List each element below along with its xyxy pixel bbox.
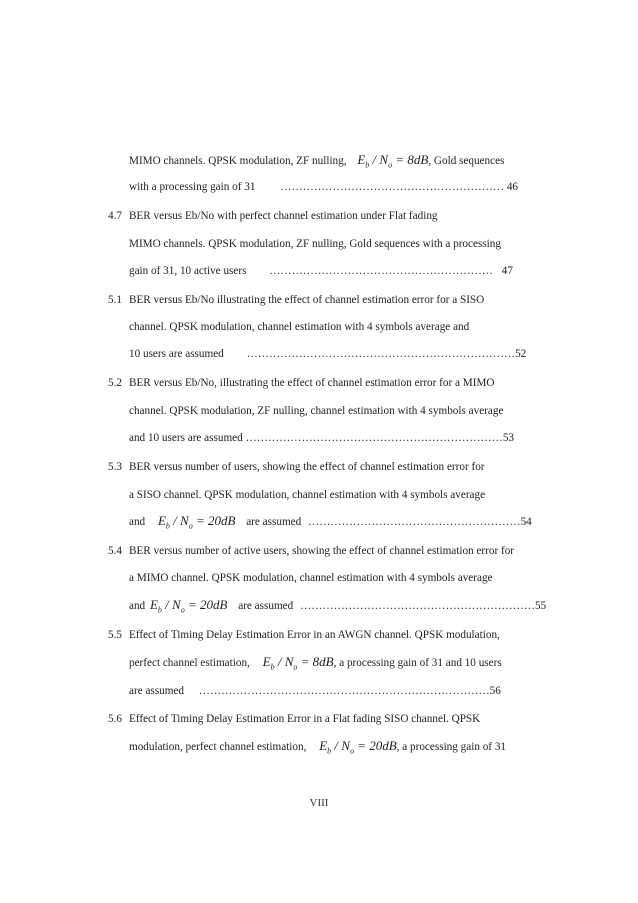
toc-text: with a processing gain of 31 [129,181,256,193]
page-ref: 46 [506,181,518,193]
math-expression: $E_b / N_o = 20dB$ [157,513,236,531]
dot-leader: ……………………………………………………………… [246,348,516,360]
toc-text: Effect of Timing Delay Estimation Error in a Flat fading SISO channel. QPSK [129,713,481,725]
toc-line [129,739,506,759]
toc-line [129,598,546,618]
toc-text: channel. QPSK modulation, channel estimation with 4 symbols average and [129,321,470,333]
toc-text: MIMO channels. QPSK modulation, ZF nulling, Gold sequences with a processing [129,238,501,250]
dot-leader: …………………………………………………………… [245,432,503,444]
toc-text: channel. QPSK modulation, ZF nulling, channel estimation with 4 symbols average [129,405,504,417]
math-expression: $E_b / N_o = 8dB$ [357,152,429,170]
toc-text: MIMO channels. QPSK modulation, ZF nulling, [129,155,347,167]
page-ref: 56 [489,685,501,697]
math-expression: $E_b / N_o = 8dB$ [262,654,334,672]
page-ref: 47 [501,265,513,277]
dot-leader: …………………………………………………… [280,181,505,193]
toc-line [129,264,513,278]
toc-line [129,684,501,698]
toc-line [129,514,532,534]
toc-text: a MIMO channel. QPSK modulation, channel estimation with 4 symbols average [129,572,493,584]
toc-text: gain of 31, 10 active users [129,265,247,277]
toc-text: BER versus number of users, showing the effect of channel estimation error for [129,461,485,473]
dot-leader: …………………………………………………………………… [198,685,490,697]
toc-text: and [129,516,146,528]
dot-leader: ………………………………………………… [308,516,521,528]
toc-text: a SISO channel. QPSK modulation, channel estimation with 4 symbols average [129,489,486,501]
toc-text: perfect channel estimation, [129,657,250,669]
toc-text: and 10 users are assumed [129,432,243,444]
toc-text: BER versus Eb/No, illustrating the effect of channel estimation error for a MIMO [129,377,495,389]
toc-line [129,347,526,361]
toc-text: BER versus number of active users, showing the effect of channel estimation error for [129,545,515,557]
page-ref: 52 [515,348,527,360]
toc-text: , a processing gain of 31 and 10 users [333,657,502,669]
toc-text: BER versus Eb/No illustrating the effect of channel estimation error for a SISO [129,294,485,306]
toc-line [129,180,518,194]
page-ref: 53 [502,432,515,444]
toc-line [129,153,504,173]
page-ref: 54 [520,516,532,528]
toc-text: are assumed [238,600,294,612]
page-number: VIII [309,797,329,809]
math-expression: $E_b / N_o = 20dB$ [149,597,228,615]
toc-text: are assumed [246,516,302,528]
dot-leader: …………………………………………………… [269,265,493,277]
dot-leader: ……………………………………………………… [300,600,535,612]
toc-text: Effect of Timing Delay Estimation Error in an AWGN channel. QPSK modulation, [129,629,500,641]
toc-text: BER versus Eb/No with perfect channel estimation under Flat fading [129,210,438,222]
toc-text: are assumed [129,685,184,697]
toc-text: 10 users are assumed [129,348,224,360]
math-expression: $E_b / N_o = 20dB$ [319,738,397,756]
toc-text: , a processing gain of 31 [396,741,507,753]
toc-line [129,655,502,675]
toc-text: modulation, perfect channel estimation, [129,741,307,753]
toc-text: , Gold sequences [428,155,505,167]
page-ref: 55 [534,600,547,612]
toc-text: and [129,600,146,612]
toc-line [129,431,514,445]
